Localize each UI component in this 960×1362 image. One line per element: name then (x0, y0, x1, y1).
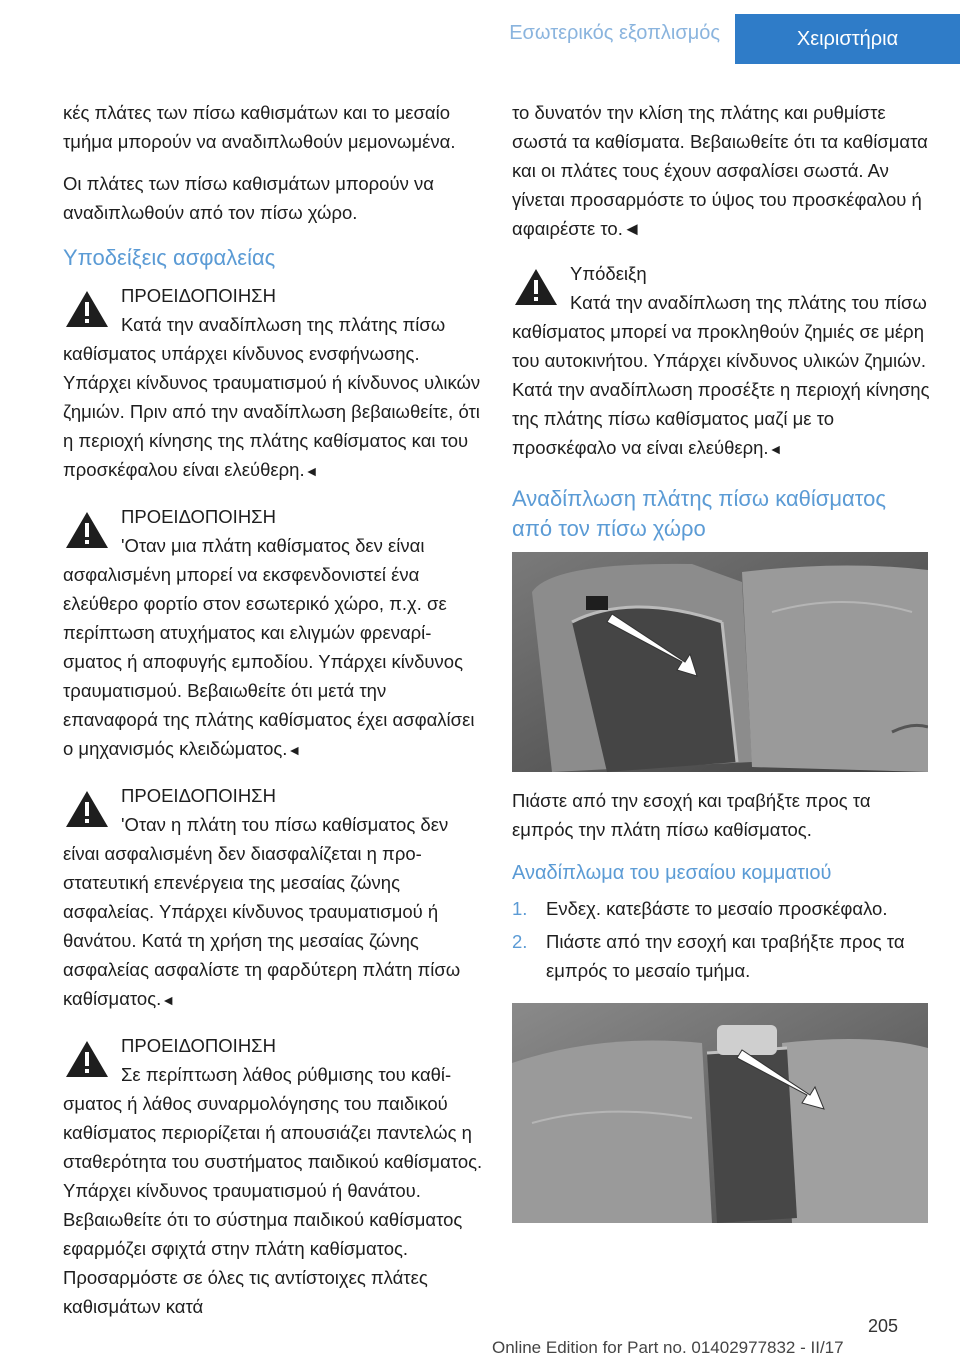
warning-title: ΠΡΟΕΙΔΟΠΟΙΗΣΗ (121, 785, 276, 806)
step-text: Πιάστε από την εσοχή και τραβήξτε προς τα εμπρός το μεσαίο τμήμα. (546, 931, 905, 981)
notice-block (512, 259, 932, 464)
warning-text: 'Οταν μια πλάτη καθίσματος δεν είναι ασφαλισμένη μπορεί να εκσφενδονιστεί ένα ελεύθερο φορτίο στον εσωτερικό χώρο, π.χ. σε περίπτωση ατυχήματος και ελιγμών φρεναρίσματος ή αποφυγής εμποδίου. Υπάρχει κίνδυνος τραυματισμού. Βεβαιωθείτε ότι μετά την επαναφορά της πλάτης καθίσματος έχει ασφαλίσει ο μηχανισμός κλειδώματος. (63, 535, 475, 759)
paragraph: Οι πλάτες των πίσω καθισμάτων μπορούν να αναδιπλωθούν από τον πίσω χώρο. (63, 173, 434, 223)
warning-block (63, 281, 483, 486)
chapter-tab[interactable]: Χειριστήρια (735, 14, 960, 64)
warning-text: 'Οταν η πλάτη του πίσω καθίσματος δεν είναι ασφαλισμένη δεν διασφαλίζεται η προστατευτική επενέργεια της μεσαίας ζώνης ασφαλείας. Υπάρχει κίνδυνος τραυματισμού ή θανάτου. Κατά τη χρήση της μεσαίας ζώνης ασφαλείας ασφαλίστε τη φαρδύτερη πλάτη πίσω καθίσματος. (63, 814, 461, 1009)
warning-triangle-icon (512, 265, 560, 309)
step-number: 2. (512, 931, 528, 952)
end-mark: ◄ (287, 742, 302, 758)
instruction-list (512, 894, 932, 985)
warning-block (63, 781, 483, 1015)
warning-triangle-icon (63, 287, 111, 331)
notice-title: Υπόδειξη (570, 263, 647, 284)
subsection-heading: Αναδίπλωμα του μεσαίου κομματιού (512, 862, 832, 884)
left-column (63, 98, 483, 1337)
warning-triangle-icon (63, 1037, 111, 1081)
warning-block (63, 1031, 483, 1321)
warning-triangle-icon (63, 508, 111, 552)
center-section-photo (512, 1003, 928, 1223)
warning-title: ΠΡΟΕΙΔΟΠΟΙΗΣΗ (121, 506, 276, 527)
warning-text: Κατά την αναδίπλωση της πλάτης πίσω καθίσματος υπάρχει κίνδυνος ενσφήνωσης. Υπάρχει κίνδυνος τραυματισμού ή κίνδυνος υλικών ζημιών. Πριν από την αναδίπλωση βεβαιωθείτε, ότι η περιοχή κίνησης της πλάτης καθίσματος και του προσκέφαλου είναι ελεύθερη. (63, 314, 481, 480)
page-number: 205 (867, 1316, 898, 1336)
step-text: Ενδεχ. κατεβάστε το μεσαίο προσκέφαλο. (546, 898, 888, 919)
warning-triangle-icon (63, 787, 111, 831)
warning-title: ΠΡΟΕΙΔΟΠΟΙΗΣΗ (121, 1035, 276, 1056)
warning-title: ΠΡΟΕΙΔΟΠΟΙΗΣΗ (121, 285, 276, 306)
edition-footer: Online Edition for Part no. 01402977832 - II/17 (492, 1338, 844, 1357)
section-breadcrumb: Εσωτερικός εξοπλισμός (509, 22, 720, 44)
list-item (512, 894, 932, 923)
end-mark: ◄ (622, 218, 642, 239)
end-mark: ◄ (304, 463, 319, 479)
right-column (512, 98, 932, 1237)
warning-text: Σε περίπτωση λάθος ρύθμισης του καθίσματος ή λάθος συναρμολόγησης του παιδικού καθίσματος περιορίζεται ή απουσιάζει παντελώς η σταθερότητα του συστήματος παιδικού καθίσματος. Υπάρχει κίνδυνος τραυματισμού ή θανάτου. Βεβαιωθείτε ότι το σύστημα παιδικού καθίσματος εφαρμόζει σφιχτά στην πλάτη καθίσματος. Προσαρμόστε σε όλες τις αντίστοιχες πλάτες καθισμάτων κατά (63, 1064, 483, 1317)
list-item (512, 927, 932, 985)
step-number: 1. (512, 898, 528, 919)
intro-paragraph: κές πλάτες των πίσω καθισμάτων και το μεσαίο τμήμα μπορούν να αναδιπλωθούν μεμονωμένα. (63, 102, 456, 152)
end-mark: ◄ (768, 441, 783, 457)
rear-seat-photo (512, 552, 928, 772)
section-heading: Αναδίπλωση πλάτης πίσω καθίσματος από τον πίσω χώρο (512, 486, 886, 541)
end-mark: ◄ (161, 992, 176, 1008)
paragraph-text: το δυνατόν την κλίση της πλάτης και ρυθμίστε σωστά τα καθίσματα. Βεβαιωθείτε ότι τα καθίσματα και οι πλάτες τους έχουν ασφαλίσει σωστά. Αν γίνεται προσαρμόστε το ύψος του προσκέφαλου ή αφαιρέστε το. (512, 102, 928, 239)
photo-caption: Πιάστε από την εσοχή και τραβήξτε προς τα εμπρός την πλάτη πίσω καθίσματος. (512, 790, 871, 840)
page-header (0, 0, 960, 64)
paragraph (512, 98, 932, 243)
warning-block (63, 502, 483, 765)
notice-text: Κατά την αναδίπλωση της πλάτης του πίσω καθίσματος μπορεί να προκληθούν ζημιές σε μέρη του αυτοκινήτου. Υπάρχει κίνδυνος υλικών ζημιών. Κατά την αναδίπλωση προσέξτε η περιοχή κίνησης της πλάτης πίσω καθίσματος μαζί με το προσκέφαλο να είναι ελεύθερη. (512, 292, 930, 458)
section-heading: Υποδείξεις ασφαλείας (63, 245, 276, 270)
